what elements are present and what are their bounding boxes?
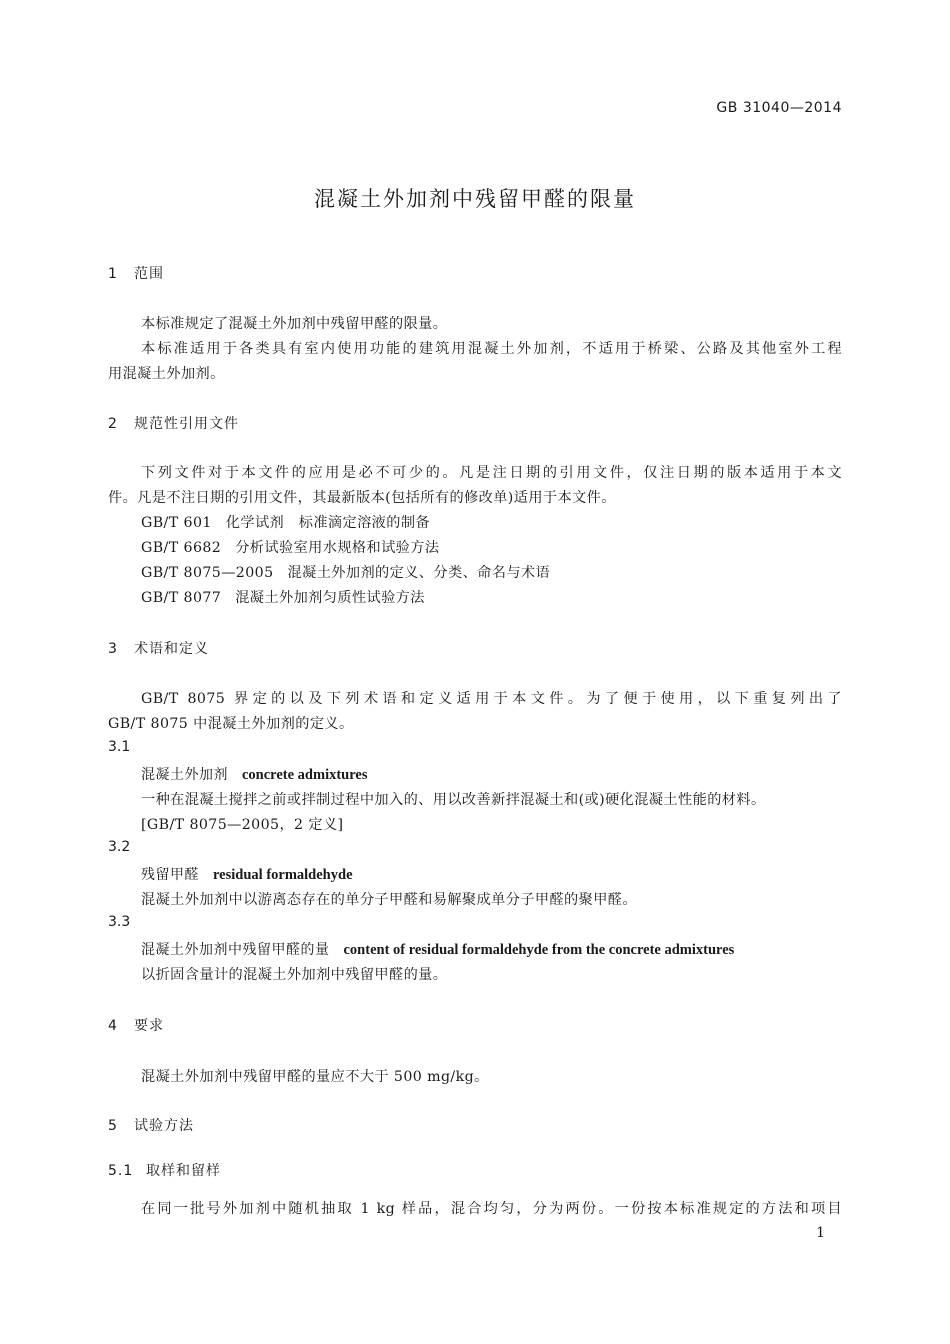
term-name-zh: 混凝土外加剂中残留甲醛的量 — [141, 942, 330, 958]
paragraph: 本标准适用于各类具有室内使用功能的建筑用混凝土外加剂，不适用于桥梁、公路及其他室外工程 — [141, 341, 842, 357]
reference-code: GB/T 8075—2005 — [141, 565, 274, 581]
term-definition: 混凝土外加剂中以游离态存在的单分子甲醛和易解聚成单分子甲醛的聚甲醛。 — [141, 892, 637, 908]
reference-code: GB/T 6682 — [141, 540, 222, 556]
term-name-zh: 残留甲醛 — [141, 867, 199, 883]
reference-code: GB/T 601 — [141, 515, 212, 531]
reference-item — [141, 562, 550, 582]
term-heading — [141, 939, 734, 959]
term-name-zh: 混凝土外加剂 — [141, 767, 228, 783]
section-1-heading — [108, 263, 164, 283]
section-title: 范围 — [134, 266, 164, 282]
term-heading — [141, 864, 353, 884]
term-name-en: residual formaldehyde — [213, 867, 353, 883]
section-3-heading — [108, 638, 209, 658]
paragraph-continuation: 用混凝土外加剂。 — [108, 366, 225, 382]
document-title: 混凝土外加剂中残留甲醛的限量 — [314, 187, 636, 211]
term-number: 3.1 — [108, 739, 131, 755]
section-number: 4 — [108, 1018, 118, 1034]
reference-item — [141, 537, 439, 557]
paragraph: 在同一批号外加剂中随机抽取 1 kg 样品，混合均匀，分为两份。一份按本标准规定的方法和项目 — [141, 1201, 842, 1217]
section-title: 术语和定义 — [134, 641, 209, 657]
term-name-en: content of residual formaldehyde from the concrete admixtures — [343, 942, 735, 958]
paragraph: 本标准规定了混凝土外加剂中残留甲醛的限量。 — [141, 316, 448, 332]
term-definition: 以折固含量计的混凝土外加剂中残留甲醛的量。 — [141, 967, 448, 983]
reference-item — [141, 512, 430, 532]
term-definition: 一种在混凝土搅拌之前或拌制过程中加入的、用以改善新拌混凝土和(或)硬化混凝土性能的材料。 — [141, 792, 766, 808]
term-name-en: concrete admixtures — [242, 767, 368, 783]
section-title: 要求 — [134, 1018, 164, 1034]
section-number: 1 — [108, 266, 118, 282]
subsection-number: 5.1 — [108, 1163, 134, 1179]
reference-title: 分析试验室用水规格和试验方法 — [235, 540, 440, 556]
paragraph-continuation: GB/T 8075 中混凝土外加剂的定义。 — [108, 716, 354, 732]
section-number: 2 — [108, 416, 118, 432]
term-source: [GB/T 8075—2005，2 定义] — [141, 817, 344, 833]
term-heading — [141, 764, 368, 784]
paragraph: 混凝土外加剂中残留甲醛的量应不大于 500 mg/kg。 — [141, 1069, 489, 1085]
section-2-heading — [108, 413, 239, 433]
reference-item — [141, 587, 425, 607]
section-number: 3 — [108, 641, 118, 657]
term-number: 3.2 — [108, 839, 131, 855]
document-code: GB 31040—2014 — [716, 100, 842, 116]
reference-code: GB/T 8077 — [141, 590, 222, 606]
paragraph-continuation: 件。凡是不注日期的引用文件，其最新版本(包括所有的修改单)适用于本文件。 — [108, 490, 616, 506]
section-4-heading — [108, 1015, 164, 1035]
subsection-title: 取样和留样 — [146, 1163, 221, 1179]
paragraph: 下列文件对于本文件的应用是必不可少的。凡是注日期的引用文件，仅注日期的版本适用于本文 — [141, 465, 842, 481]
reference-title: 混凝土外加剂匀质性试验方法 — [235, 590, 425, 606]
reference-title: 混凝土外加剂的定义、分类、命名与术语 — [287, 565, 551, 581]
section-title: 规范性引用文件 — [134, 416, 239, 432]
section-number: 5 — [108, 1118, 118, 1134]
section-5-heading — [108, 1115, 194, 1135]
paragraph: GB/T 8075 界定的以及下列术语和定义适用于本文件。为了便于使用，以下重复列出了 — [141, 691, 842, 707]
section-title: 试验方法 — [134, 1118, 194, 1134]
subsection-5-1-heading — [108, 1160, 221, 1180]
reference-title: 化学试剂 标准滴定溶液的制备 — [225, 515, 431, 531]
term-number: 3.3 — [108, 914, 131, 930]
page-number: 1 — [816, 1225, 825, 1241]
